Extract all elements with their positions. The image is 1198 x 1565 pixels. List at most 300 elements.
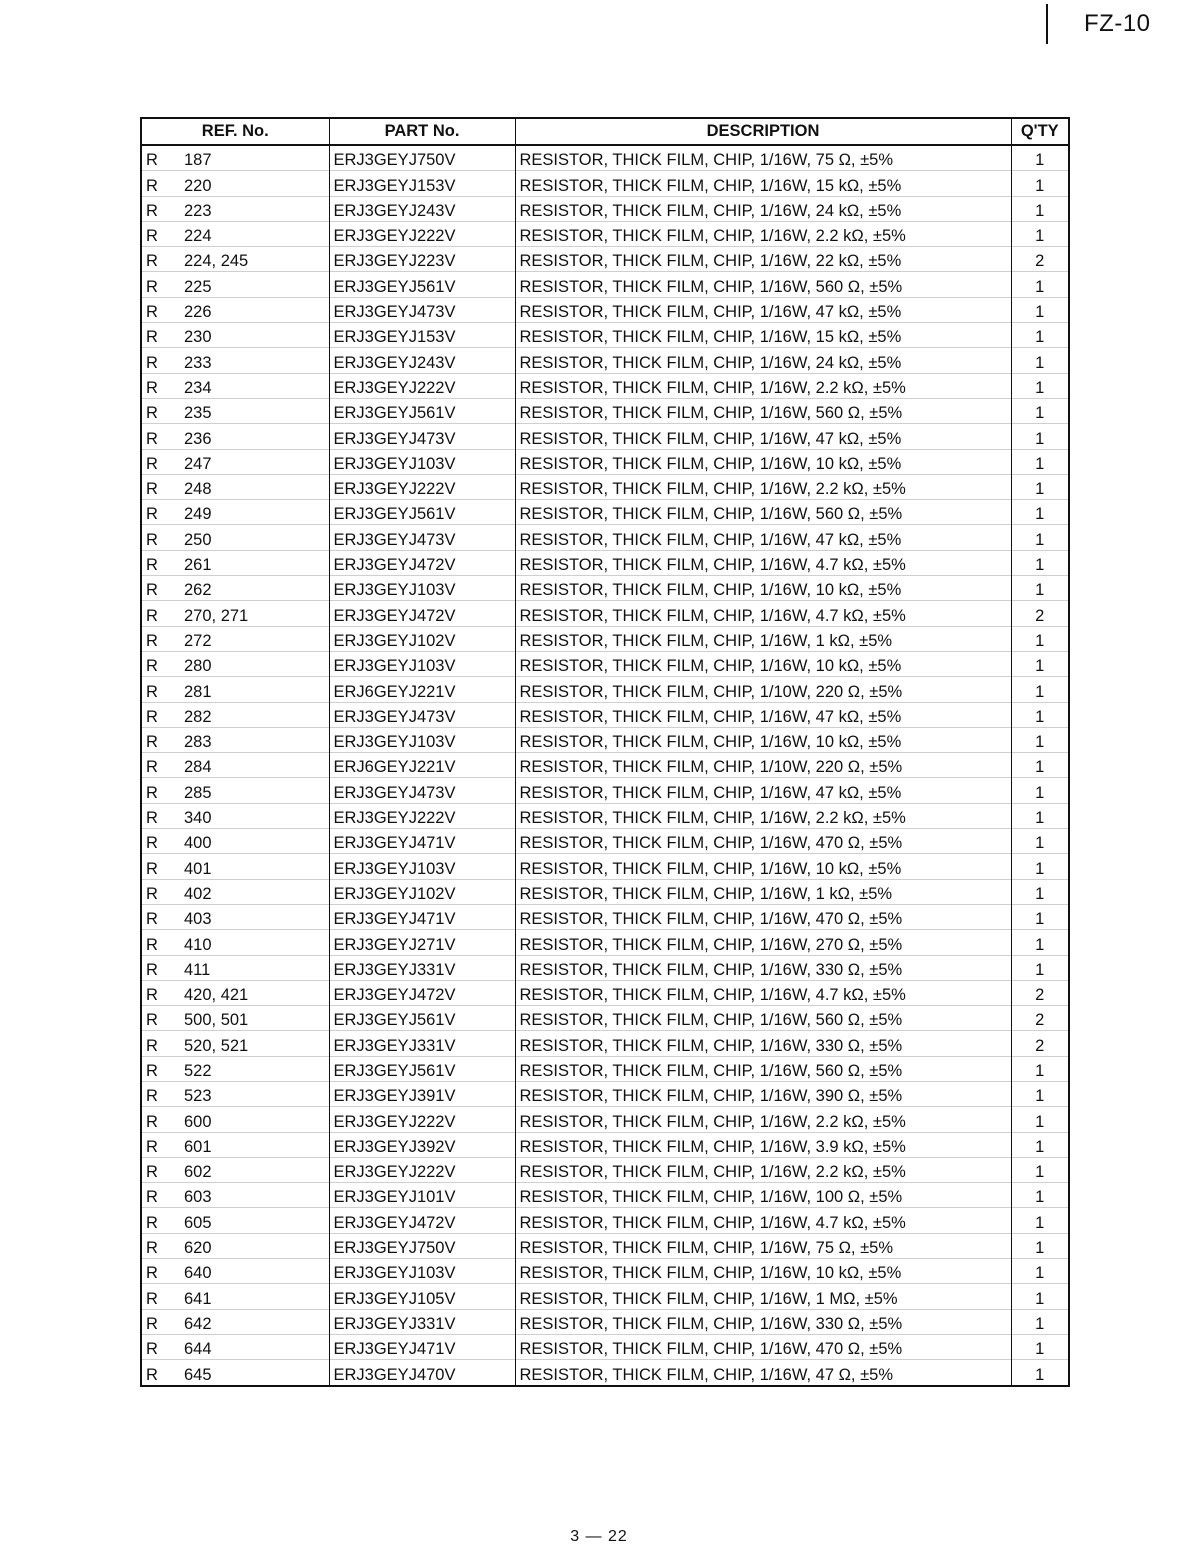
ref-number: 500, 501	[184, 1011, 249, 1030]
quantity-cell: 1	[1011, 803, 1069, 828]
ref-number: 281	[184, 682, 212, 701]
ref-cell-content	[146, 226, 325, 246]
description-cell: RESISTOR, THICK FILM, CHIP, 1/16W, 2.2 kΩ, ±5%	[515, 221, 1011, 246]
ref-type: R	[146, 606, 158, 625]
ref-cell	[141, 1056, 329, 1081]
ref-type: R	[146, 1112, 158, 1131]
part-number-cell: ERJ3GEYJ392V	[329, 1132, 515, 1157]
parts-list-table	[140, 117, 1070, 1387]
quantity-cell: 1	[1011, 854, 1069, 879]
description-cell: RESISTOR, THICK FILM, CHIP, 1/16W, 15 kΩ, ±5%	[515, 323, 1011, 348]
part-number-cell: ERJ3GEYJ243V	[329, 196, 515, 221]
description-cell: RESISTOR, THICK FILM, CHIP, 1/10W, 220 Ω, ±5%	[515, 677, 1011, 702]
quantity-cell: 1	[1011, 1233, 1069, 1258]
quantity-cell: 1	[1011, 1132, 1069, 1157]
description-cell: RESISTOR, THICK FILM, CHIP, 1/16W, 2.2 kΩ, ±5%	[515, 373, 1011, 398]
ref-number: 220	[184, 176, 212, 195]
table-row	[141, 930, 1069, 955]
quantity-cell: 1	[1011, 1360, 1069, 1386]
ref-type: R	[146, 859, 158, 878]
quantity-cell: 1	[1011, 1208, 1069, 1233]
part-number-cell: ERJ3GEYJ473V	[329, 525, 515, 550]
quantity-cell: 1	[1011, 1081, 1069, 1106]
quantity-cell: 1	[1011, 474, 1069, 499]
description-cell: RESISTOR, THICK FILM, CHIP, 1/16W, 10 kΩ, ±5%	[515, 1259, 1011, 1284]
ref-type: R	[146, 252, 158, 271]
ref-type: R	[146, 581, 158, 600]
ref-cell	[141, 1031, 329, 1056]
description-cell: RESISTOR, THICK FILM, CHIP, 1/16W, 470 Ω, ±5%	[515, 904, 1011, 929]
ref-cell	[141, 1107, 329, 1132]
description-cell: RESISTOR, THICK FILM, CHIP, 1/16W, 1 kΩ, ±5%	[515, 879, 1011, 904]
ref-cell-content	[146, 1238, 325, 1258]
table-row	[141, 550, 1069, 575]
ref-cell-content	[146, 251, 325, 271]
description-cell: RESISTOR, THICK FILM, CHIP, 1/16W, 270 Ω, ±5%	[515, 930, 1011, 955]
ref-cell-content	[146, 859, 325, 879]
ref-cell-content	[146, 327, 325, 347]
table-row	[141, 955, 1069, 980]
part-number-cell: ERJ3GEYJ471V	[329, 904, 515, 929]
quantity-cell: 1	[1011, 829, 1069, 854]
ref-number: 420, 421	[184, 986, 249, 1005]
table-row	[141, 702, 1069, 727]
ref-type: R	[146, 429, 158, 448]
table-row	[141, 145, 1069, 171]
ref-number: 601	[184, 1137, 212, 1156]
table-row	[141, 879, 1069, 904]
quantity-cell: 1	[1011, 424, 1069, 449]
ref-cell	[141, 626, 329, 651]
ref-number: 600	[184, 1112, 212, 1131]
ref-type: R	[146, 1340, 158, 1359]
ref-number: 605	[184, 1213, 212, 1232]
ref-cell	[141, 1183, 329, 1208]
ref-number: 272	[184, 631, 212, 650]
part-number-cell: ERJ3GEYJ561V	[329, 1006, 515, 1031]
ref-cell	[141, 323, 329, 348]
ref-number: 282	[184, 707, 212, 726]
ref-type: R	[146, 505, 158, 524]
ref-type: R	[146, 378, 158, 397]
ref-number: 641	[184, 1289, 212, 1308]
description-cell: RESISTOR, THICK FILM, CHIP, 1/16W, 10 kΩ, ±5%	[515, 449, 1011, 474]
ref-number: 285	[184, 783, 212, 802]
part-number-cell: ERJ3GEYJ472V	[329, 980, 515, 1005]
ref-cell-content	[146, 1061, 325, 1081]
part-number-cell: ERJ3GEYJ473V	[329, 778, 515, 803]
table-row	[141, 1081, 1069, 1106]
part-number-cell: ERJ3GEYJ103V	[329, 449, 515, 474]
column-header-qty: Q'TY	[1011, 118, 1069, 145]
ref-type: R	[146, 783, 158, 802]
ref-cell	[141, 449, 329, 474]
ref-type: R	[146, 176, 158, 195]
ref-cell	[141, 1233, 329, 1258]
table-row	[141, 854, 1069, 879]
table-row	[141, 1157, 1069, 1182]
description-cell: RESISTOR, THICK FILM, CHIP, 1/16W, 560 Ω, ±5%	[515, 272, 1011, 297]
part-number-cell: ERJ3GEYJ103V	[329, 576, 515, 601]
table-row	[141, 1233, 1069, 1258]
description-cell: RESISTOR, THICK FILM, CHIP, 1/16W, 4.7 kΩ, ±5%	[515, 980, 1011, 1005]
ref-cell	[141, 1208, 329, 1233]
ref-number: 280	[184, 657, 212, 676]
part-number-cell: ERJ3GEYJ472V	[329, 550, 515, 575]
ref-cell	[141, 398, 329, 423]
ref-cell-content	[146, 530, 325, 550]
ref-cell	[141, 221, 329, 246]
ref-number: 236	[184, 429, 212, 448]
description-cell: RESISTOR, THICK FILM, CHIP, 1/16W, 10 kΩ, ±5%	[515, 727, 1011, 752]
description-cell: RESISTOR, THICK FILM, CHIP, 1/16W, 10 kΩ, ±5%	[515, 854, 1011, 879]
description-cell: RESISTOR, THICK FILM, CHIP, 1/16W, 560 Ω, ±5%	[515, 1056, 1011, 1081]
part-number-cell: ERJ3GEYJ391V	[329, 1081, 515, 1106]
part-number-cell: ERJ3GEYJ103V	[329, 854, 515, 879]
description-cell: RESISTOR, THICK FILM, CHIP, 1/16W, 330 Ω, ±5%	[515, 955, 1011, 980]
ref-cell	[141, 424, 329, 449]
ref-cell	[141, 930, 329, 955]
ref-type: R	[146, 1011, 158, 1030]
part-number-cell: ERJ3GEYJ472V	[329, 1208, 515, 1233]
ref-number: 224, 245	[184, 252, 249, 271]
ref-cell	[141, 727, 329, 752]
quantity-cell: 1	[1011, 626, 1069, 651]
ref-number: 520, 521	[184, 1036, 249, 1055]
part-number-cell: ERJ3GEYJ331V	[329, 955, 515, 980]
ref-type: R	[146, 657, 158, 676]
ref-cell-content	[146, 1137, 325, 1157]
part-number-cell: ERJ3GEYJ271V	[329, 930, 515, 955]
table-row	[141, 980, 1069, 1005]
ref-cell	[141, 1081, 329, 1106]
ref-cell	[141, 576, 329, 601]
column-header-description: DESCRIPTION	[515, 118, 1011, 145]
ref-cell	[141, 525, 329, 550]
part-number-cell: ERJ3GEYJ153V	[329, 171, 515, 196]
ref-cell-content	[146, 960, 325, 980]
quantity-cell: 1	[1011, 348, 1069, 373]
ref-number: 283	[184, 733, 212, 752]
table-body	[141, 145, 1069, 1386]
part-number-cell: ERJ3GEYJ470V	[329, 1360, 515, 1386]
ref-cell	[141, 778, 329, 803]
ref-cell-content	[146, 1086, 325, 1106]
part-number-cell: ERJ6GEYJ221V	[329, 753, 515, 778]
page-number: 3 — 22	[570, 1528, 628, 1545]
ref-cell	[141, 1006, 329, 1031]
ref-cell	[141, 803, 329, 828]
part-number-cell: ERJ3GEYJ750V	[329, 1233, 515, 1258]
ref-type: R	[146, 227, 158, 246]
ref-type: R	[146, 1137, 158, 1156]
quantity-cell: 1	[1011, 1334, 1069, 1359]
table-row	[141, 778, 1069, 803]
ref-cell	[141, 854, 329, 879]
ref-number: 410	[184, 935, 212, 954]
ref-cell-content	[146, 783, 325, 803]
table-row	[141, 829, 1069, 854]
table-row	[141, 677, 1069, 702]
ref-cell-content	[146, 201, 325, 221]
ref-cell-content	[146, 353, 325, 373]
table-row	[141, 500, 1069, 525]
part-number-cell: ERJ3GEYJ473V	[329, 297, 515, 322]
quantity-cell: 1	[1011, 702, 1069, 727]
quantity-cell: 1	[1011, 753, 1069, 778]
ref-number: 400	[184, 834, 212, 853]
quantity-cell: 2	[1011, 601, 1069, 626]
ref-type: R	[146, 986, 158, 1005]
ref-cell	[141, 1157, 329, 1182]
model-code: FZ-10	[1084, 10, 1151, 37]
ref-type: R	[146, 530, 158, 549]
description-cell: RESISTOR, THICK FILM, CHIP, 1/16W, 560 Ω, ±5%	[515, 500, 1011, 525]
column-header-part: PART No.	[329, 118, 515, 145]
quantity-cell: 1	[1011, 297, 1069, 322]
table-row	[141, 1208, 1069, 1233]
ref-type: R	[146, 960, 158, 979]
ref-cell-content	[146, 631, 325, 651]
part-number-cell: ERJ3GEYJ471V	[329, 1334, 515, 1359]
description-cell: RESISTOR, THICK FILM, CHIP, 1/16W, 470 Ω, ±5%	[515, 829, 1011, 854]
ref-number: 284	[184, 758, 212, 777]
table-row	[141, 1334, 1069, 1359]
description-cell: RESISTOR, THICK FILM, CHIP, 1/16W, 47 kΩ, ±5%	[515, 297, 1011, 322]
ref-cell-content	[146, 757, 325, 777]
column-header-ref: REF. No.	[141, 118, 329, 145]
ref-type: R	[146, 1365, 158, 1384]
ref-type: R	[146, 480, 158, 499]
ref-cell	[141, 1132, 329, 1157]
quantity-cell: 1	[1011, 525, 1069, 550]
ref-number: 249	[184, 505, 212, 524]
ref-type: R	[146, 151, 158, 170]
description-cell: RESISTOR, THICK FILM, CHIP, 1/16W, 560 Ω, ±5%	[515, 1006, 1011, 1031]
ref-cell-content	[146, 707, 325, 727]
description-cell: RESISTOR, THICK FILM, CHIP, 1/16W, 100 Ω, ±5%	[515, 1183, 1011, 1208]
quantity-cell: 1	[1011, 171, 1069, 196]
part-number-cell: ERJ3GEYJ331V	[329, 1031, 515, 1056]
table-row	[141, 171, 1069, 196]
description-cell: RESISTOR, THICK FILM, CHIP, 1/16W, 47 kΩ, ±5%	[515, 778, 1011, 803]
ref-number: 402	[184, 884, 212, 903]
description-cell: RESISTOR, THICK FILM, CHIP, 1/16W, 24 kΩ, ±5%	[515, 196, 1011, 221]
part-number-cell: ERJ3GEYJ105V	[329, 1284, 515, 1309]
ref-cell	[141, 196, 329, 221]
ref-cell-content	[146, 1112, 325, 1132]
ref-type: R	[146, 353, 158, 372]
part-number-cell: ERJ3GEYJ153V	[329, 323, 515, 348]
description-cell: RESISTOR, THICK FILM, CHIP, 1/16W, 560 Ω, ±5%	[515, 398, 1011, 423]
table-row	[141, 1107, 1069, 1132]
ref-cell	[141, 373, 329, 398]
ref-cell	[141, 272, 329, 297]
ref-cell-content	[146, 1289, 325, 1309]
description-cell: RESISTOR, THICK FILM, CHIP, 1/16W, 330 Ω, ±5%	[515, 1031, 1011, 1056]
table-row	[141, 1183, 1069, 1208]
quantity-cell: 1	[1011, 904, 1069, 929]
ref-type: R	[146, 631, 158, 650]
description-cell: RESISTOR, THICK FILM, CHIP, 1/16W, 10 kΩ, ±5%	[515, 576, 1011, 601]
quantity-cell: 2	[1011, 980, 1069, 1005]
ref-cell-content	[146, 1036, 325, 1056]
ref-type: R	[146, 1036, 158, 1055]
quantity-cell: 1	[1011, 677, 1069, 702]
table-row	[141, 323, 1069, 348]
ref-number: 644	[184, 1340, 212, 1359]
quantity-cell: 1	[1011, 221, 1069, 246]
ref-cell	[141, 753, 329, 778]
quantity-cell: 1	[1011, 651, 1069, 676]
quantity-cell: 1	[1011, 727, 1069, 752]
ref-cell-content	[146, 1213, 325, 1233]
quantity-cell: 1	[1011, 550, 1069, 575]
part-number-cell: ERJ3GEYJ750V	[329, 145, 515, 171]
ref-type: R	[146, 707, 158, 726]
table-row	[141, 474, 1069, 499]
description-cell: RESISTOR, THICK FILM, CHIP, 1/16W, 10 kΩ, ±5%	[515, 651, 1011, 676]
description-cell: RESISTOR, THICK FILM, CHIP, 1/16W, 2.2 kΩ, ±5%	[515, 1157, 1011, 1182]
ref-number: 401	[184, 859, 212, 878]
ref-cell	[141, 247, 329, 272]
ref-cell-content	[146, 176, 325, 196]
quantity-cell: 1	[1011, 879, 1069, 904]
ref-cell	[141, 348, 329, 373]
part-number-cell: ERJ6GEYJ221V	[329, 677, 515, 702]
ref-type: R	[146, 834, 158, 853]
ref-cell-content	[146, 302, 325, 322]
part-number-cell: ERJ3GEYJ561V	[329, 398, 515, 423]
ref-cell	[141, 1309, 329, 1334]
description-cell: RESISTOR, THICK FILM, CHIP, 1/16W, 47 kΩ, ±5%	[515, 424, 1011, 449]
quantity-cell: 1	[1011, 398, 1069, 423]
ref-cell	[141, 904, 329, 929]
ref-type: R	[146, 910, 158, 929]
ref-cell-content	[146, 504, 325, 524]
ref-type: R	[146, 1163, 158, 1182]
ref-cell	[141, 145, 329, 171]
quantity-cell: 1	[1011, 1309, 1069, 1334]
description-cell: RESISTOR, THICK FILM, CHIP, 1/16W, 47 kΩ, ±5%	[515, 702, 1011, 727]
quantity-cell: 1	[1011, 1056, 1069, 1081]
ref-type: R	[146, 1289, 158, 1308]
quantity-cell: 2	[1011, 1031, 1069, 1056]
ref-cell	[141, 1284, 329, 1309]
ref-type: R	[146, 1264, 158, 1283]
quantity-cell: 1	[1011, 1183, 1069, 1208]
quantity-cell: 1	[1011, 1259, 1069, 1284]
ref-cell-content	[146, 808, 325, 828]
ref-cell-content	[146, 1339, 325, 1359]
description-cell: RESISTOR, THICK FILM, CHIP, 1/16W, 15 kΩ, ±5%	[515, 171, 1011, 196]
part-number-cell: ERJ3GEYJ243V	[329, 348, 515, 373]
table-row	[141, 1259, 1069, 1284]
description-cell: RESISTOR, THICK FILM, CHIP, 1/16W, 470 Ω, ±5%	[515, 1334, 1011, 1359]
quantity-cell: 1	[1011, 1107, 1069, 1132]
ref-cell	[141, 651, 329, 676]
ref-cell-content	[146, 606, 325, 626]
ref-number: 225	[184, 277, 212, 296]
ref-number: 620	[184, 1239, 212, 1258]
ref-number: 187	[184, 151, 212, 170]
ref-type: R	[146, 201, 158, 220]
ref-cell-content	[146, 732, 325, 752]
ref-type: R	[146, 454, 158, 473]
ref-type: R	[146, 1314, 158, 1333]
ref-number: 270, 271	[184, 606, 249, 625]
part-number-cell: ERJ3GEYJ222V	[329, 1157, 515, 1182]
description-cell: RESISTOR, THICK FILM, CHIP, 1/16W, 390 Ω, ±5%	[515, 1081, 1011, 1106]
ref-type: R	[146, 1188, 158, 1207]
ref-cell-content	[146, 1263, 325, 1283]
ref-type: R	[146, 1239, 158, 1258]
part-number-cell: ERJ3GEYJ103V	[329, 727, 515, 752]
part-number-cell: ERJ3GEYJ103V	[329, 1259, 515, 1284]
table-row	[141, 525, 1069, 550]
ref-cell-content	[146, 909, 325, 929]
ref-number: 262	[184, 581, 212, 600]
ref-number: 411	[184, 960, 211, 979]
ref-number: 250	[184, 530, 212, 549]
quantity-cell: 1	[1011, 778, 1069, 803]
description-cell: RESISTOR, THICK FILM, CHIP, 1/16W, 2.2 kΩ, ±5%	[515, 474, 1011, 499]
table-row	[141, 803, 1069, 828]
table-row	[141, 196, 1069, 221]
part-number-cell: ERJ3GEYJ222V	[329, 1107, 515, 1132]
description-cell: RESISTOR, THICK FILM, CHIP, 1/16W, 1 MΩ, ±5%	[515, 1284, 1011, 1309]
ref-number: 340	[184, 809, 212, 828]
ref-number: 224	[184, 227, 212, 246]
table-row	[141, 348, 1069, 373]
quantity-cell: 1	[1011, 196, 1069, 221]
table-row	[141, 221, 1069, 246]
ref-type: R	[146, 733, 158, 752]
table-row	[141, 576, 1069, 601]
ref-cell-content	[146, 150, 325, 170]
ref-number: 642	[184, 1314, 212, 1333]
ref-type: R	[146, 884, 158, 903]
part-number-cell: ERJ3GEYJ331V	[329, 1309, 515, 1334]
table-row	[141, 424, 1069, 449]
ref-cell	[141, 1259, 329, 1284]
quantity-cell: 1	[1011, 145, 1069, 171]
quantity-cell: 1	[1011, 955, 1069, 980]
ref-type: R	[146, 328, 158, 347]
part-number-cell: ERJ3GEYJ223V	[329, 247, 515, 272]
quantity-cell: 1	[1011, 272, 1069, 297]
description-cell: RESISTOR, THICK FILM, CHIP, 1/16W, 2.2 kΩ, ±5%	[515, 1107, 1011, 1132]
ref-type: R	[146, 303, 158, 322]
ref-cell	[141, 601, 329, 626]
ref-number: 261	[184, 556, 212, 575]
quantity-cell: 1	[1011, 500, 1069, 525]
ref-cell	[141, 171, 329, 196]
table-row	[141, 1006, 1069, 1031]
quantity-cell: 1	[1011, 373, 1069, 398]
ref-type: R	[146, 809, 158, 828]
quantity-cell: 1	[1011, 323, 1069, 348]
table-row	[141, 727, 1069, 752]
description-cell: RESISTOR, THICK FILM, CHIP, 1/16W, 24 kΩ, ±5%	[515, 348, 1011, 373]
part-number-cell: ERJ3GEYJ222V	[329, 221, 515, 246]
description-cell: RESISTOR, THICK FILM, CHIP, 1/16W, 1 kΩ, ±5%	[515, 626, 1011, 651]
table-row	[141, 449, 1069, 474]
description-cell: RESISTOR, THICK FILM, CHIP, 1/16W, 47 Ω, ±5%	[515, 1360, 1011, 1386]
table-row	[141, 1360, 1069, 1386]
table-row	[141, 373, 1069, 398]
ref-cell	[141, 1334, 329, 1359]
